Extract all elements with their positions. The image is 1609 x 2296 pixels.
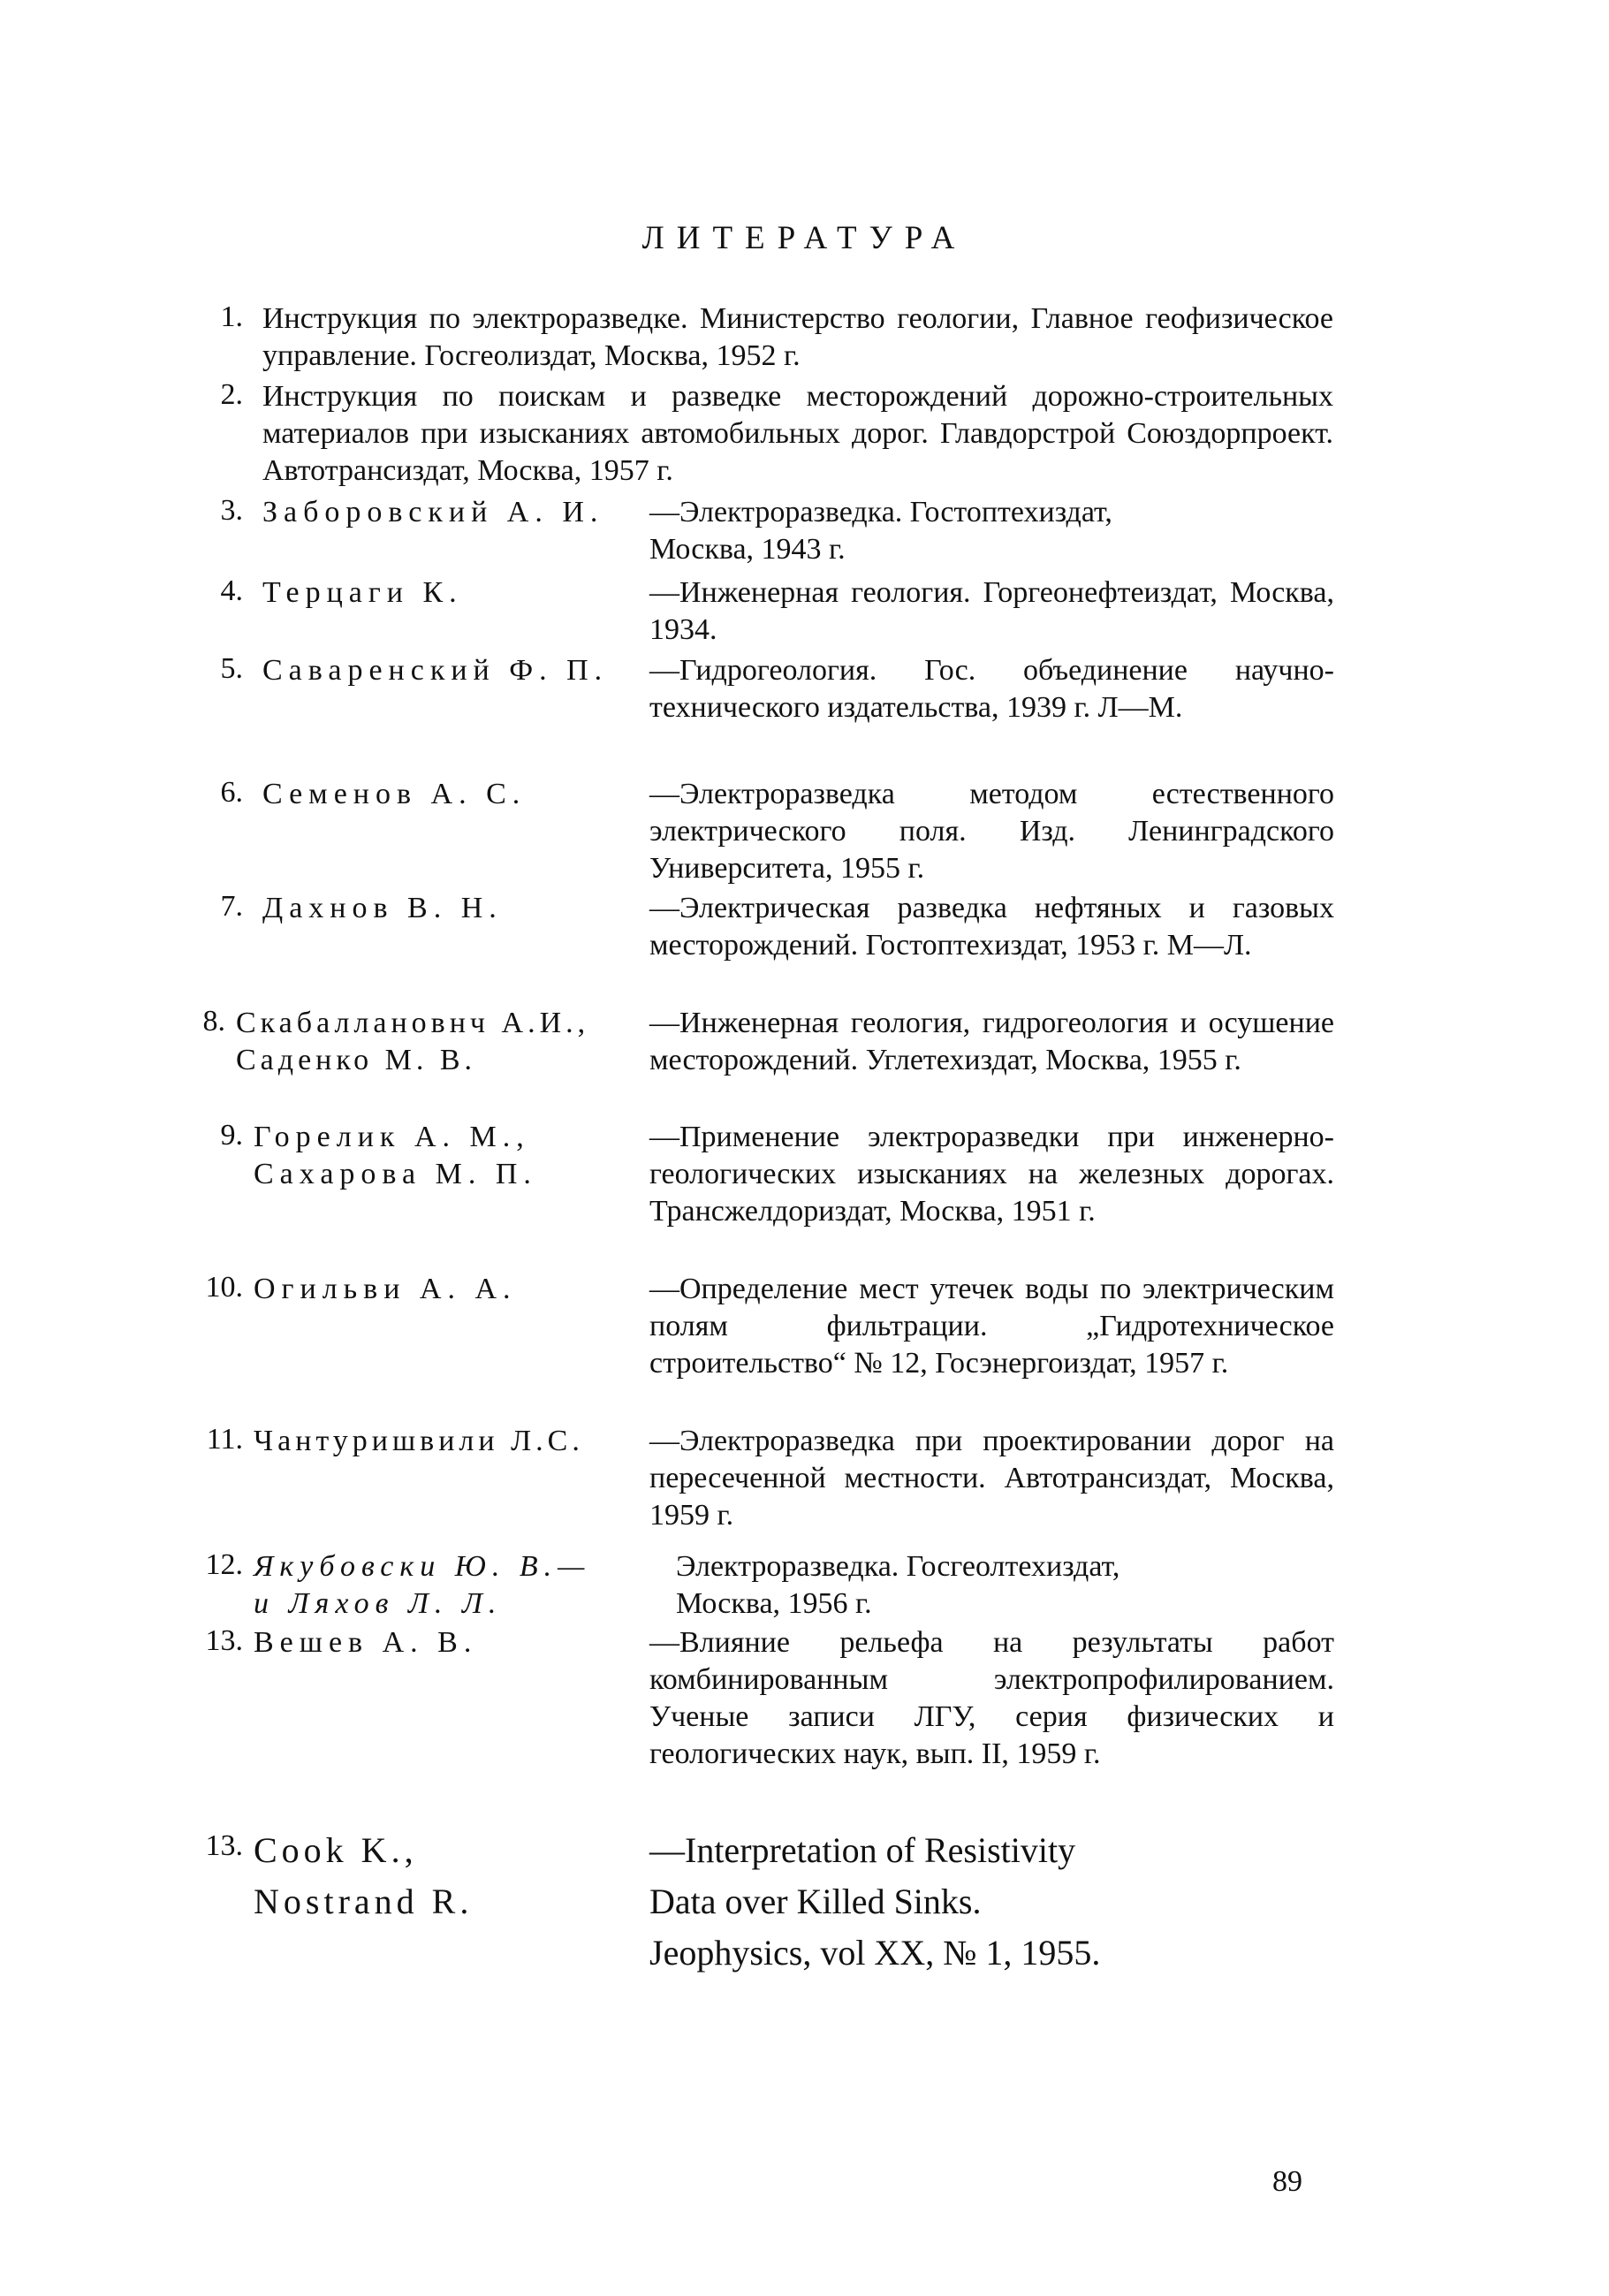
reference-text: —Применение электроразведки при инженерно-геологических изысканиях на железных дорогах. Трансжелдориздат, Москва, 1951 г. xyxy=(649,1121,1334,1228)
reference-text: —Interpretation of Resistivity Data over Killed Sinks. Jeophysics, vol XX, № 1, 1955. xyxy=(649,1830,1101,1973)
reference-text: —Влияние рельефа на результаты работ комбинированным электропрофилированием. Ученые записи ЛГУ, серия физических и геологических наук, вып. II, 1959 г. xyxy=(649,1626,1334,1770)
reference-number: 3. xyxy=(220,494,243,527)
reference-author: Семенов А. С. xyxy=(262,778,527,810)
reference-text: —Инженерная геология, гидрогеология и осушение месторождений. Углетехиздат, Москва, 1955 г. xyxy=(649,1007,1334,1076)
reference-text: Электроразведка. Госгеолтехиздат, Москва, 1956 г. xyxy=(676,1550,1120,1620)
reference-number: 12. xyxy=(205,1548,243,1581)
reference-text: —Электроразведка при проектировании дорог на пересеченной местности. Автотрансиздат, Москва, 1959 г. xyxy=(649,1425,1334,1532)
reference-number: 5. xyxy=(220,652,243,685)
page-number: 89 xyxy=(1272,2165,1302,2198)
reference-author: Заборовский А. И. xyxy=(262,496,604,528)
reference-author: Скабаллановнч А.И., Саденко М. В. xyxy=(236,1007,590,1076)
reference-author: Дахнов В. Н. xyxy=(262,892,503,924)
reference-author: Горелик А. М., Сахарова М. П. xyxy=(254,1121,537,1190)
reference-author: Чантуришвили Л.С. xyxy=(254,1425,584,1457)
reference-author: Cook K., Nostrand R. xyxy=(254,1830,474,1921)
reference-number: 7. xyxy=(220,890,243,923)
reference-number: 1. xyxy=(220,300,243,333)
reference-text: —Электроразведка методом естественного электрического поля. Изд. Ленинградского Университета, 1955 г. xyxy=(649,778,1334,885)
reference-author: Саваренский Ф. П. xyxy=(262,654,609,687)
reference-text: Инструкция по поискам и разведке месторождений дорожно-строительных материалов при изысканиях автомобильных дорог. Главдорстрой Союздорпроект. Автотрансиздат, Москва, 1957 г. xyxy=(262,380,1333,487)
reference-number: 4. xyxy=(220,574,243,607)
reference-number: 2. xyxy=(220,378,243,411)
reference-text: —Гидрогеология. Гос. объединение научно-технического издательства, 1939 г. Л—М. xyxy=(649,654,1334,724)
reference-author: Огильви А. А. xyxy=(254,1273,517,1305)
reference-text: —Электрическая разведка нефтяных и газовых месторождений. Гостоптехиздат, 1953 г. М—Л. xyxy=(649,892,1334,962)
reference-number: 13. xyxy=(205,1624,243,1657)
reference-author: Вешев А. В. xyxy=(254,1626,478,1659)
reference-text: —Электроразведка. Гостоптехиздат, Москва, 1943 г. xyxy=(649,496,1112,566)
reference-number: 10. xyxy=(205,1271,243,1304)
reference-text: —Инженерная геология. Горгеонефтеиздат, Москва, 1934. xyxy=(649,576,1334,646)
page-title: ЛИТЕРАТУРА xyxy=(641,220,968,256)
reference-number: 13. xyxy=(205,1829,243,1862)
reference-author: Терцаги К. xyxy=(262,576,463,609)
reference-text: —Определение мест утечек воды по электрическим полям фильтрации. „Гидротехническое строительство“ № 12, Госэнергоиздат, 1957 г. xyxy=(649,1273,1334,1380)
reference-number: 6. xyxy=(220,776,243,809)
reference-author: Якубовски Ю. В.— и Ляхов Л. Л. xyxy=(254,1550,591,1620)
reference-number: 11. xyxy=(206,1423,243,1456)
reference-number: 9. xyxy=(220,1119,243,1152)
reference-text: Инструкция по электроразведке. Министерство геологии, Главное геофизическое управление. Госгеолиздат, Москва, 1952 г. xyxy=(262,302,1333,372)
reference-number: 8. xyxy=(202,1005,225,1038)
